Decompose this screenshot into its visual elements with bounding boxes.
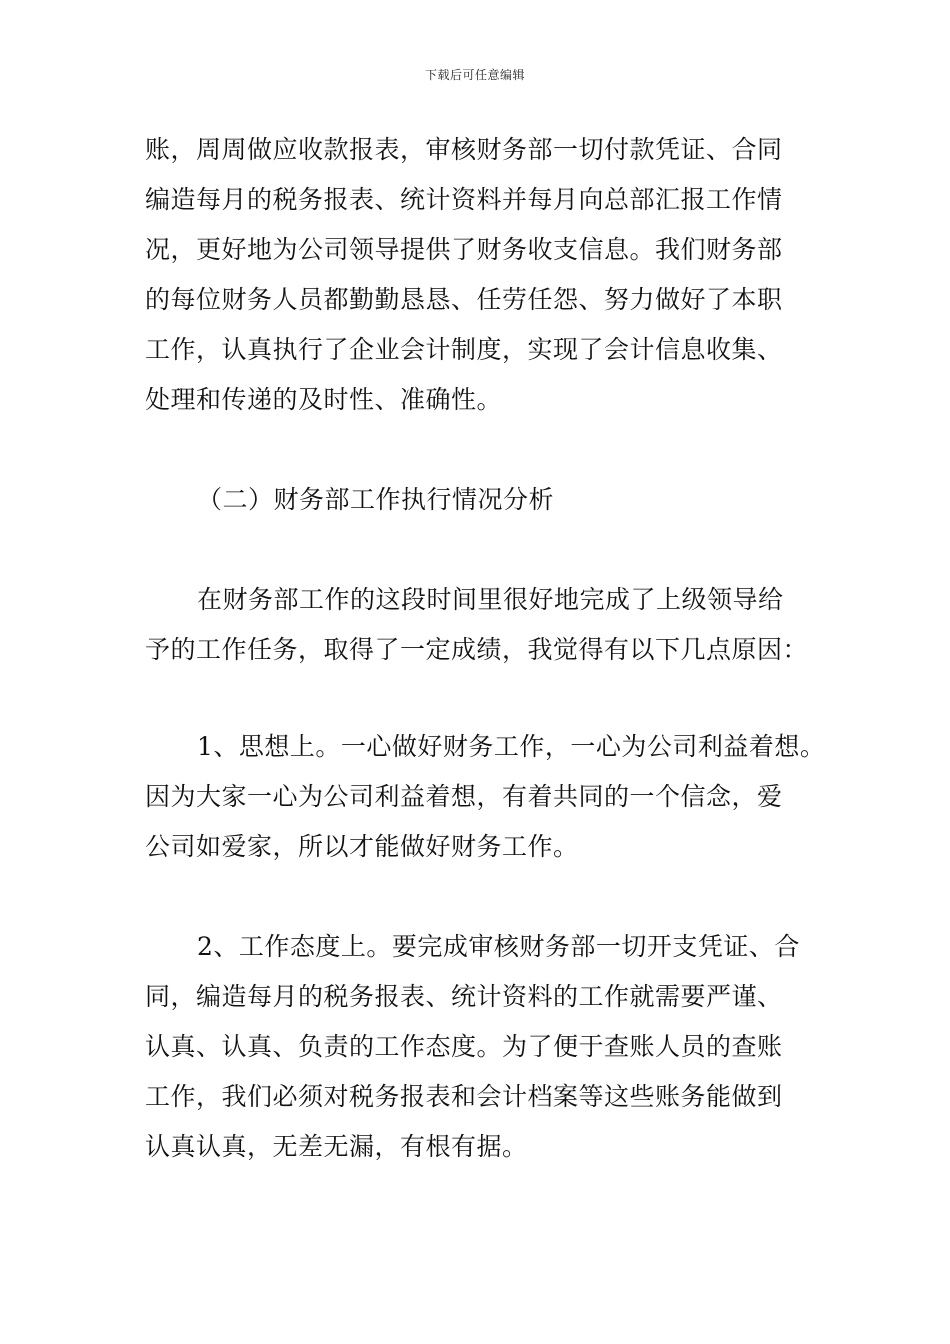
- text-line: 1、思想上。一心做好财务工作，一心为公司利益着想。: [197, 732, 826, 761]
- paragraph-point-2: [145, 922, 815, 1172]
- text-line: 因为大家一心为公司利益着想，有着共同的一个信念，爱: [145, 782, 783, 811]
- text-line: 账，周周做应收款报表，审核财务部一切付款凭证、合同: [145, 135, 783, 164]
- heading-text: （二）财务部工作执行情况分析: [197, 485, 555, 514]
- text-line: 的每位财务人员都勤勤恳恳、任劳任怨、努力做好了本职: [145, 285, 783, 314]
- paragraph-point-1: [145, 722, 826, 872]
- text-line: 2、工作态度上。要完成审核财务部一切开支凭证、合: [197, 932, 800, 961]
- paragraph-continued: [145, 125, 815, 425]
- text-line: 工作，我们必须对税务报表和会计档案等这些账务能做到: [145, 1082, 783, 1111]
- text-line: 公司如爱家，所以才能做好财务工作。: [145, 832, 579, 861]
- text-line: 况，更好地为公司领导提供了财务收支信息。我们财务部: [145, 235, 783, 264]
- text-line: 编造每月的税务报表、统计资料并每月向总部汇报工作情: [145, 185, 783, 214]
- text-line: 处理和传递的及时性、准确性。: [145, 385, 503, 414]
- text-line: 同，编造每月的税务报表、统计资料的工作就需要严谨、: [145, 982, 783, 1011]
- paragraph-intro: [145, 575, 815, 675]
- text-line: 工作，认真执行了企业会计制度，实现了会计信息收集、: [145, 335, 783, 364]
- text-line: 在财务部工作的这段时间里很好地完成了上级领导给: [197, 585, 784, 614]
- text-line: 认真认真，无差无漏，有根有据。: [145, 1132, 528, 1161]
- section-heading: [145, 475, 815, 525]
- text-line: 予的工作任务，取得了一定成绩，我觉得有以下几点原因：: [145, 635, 809, 664]
- page-header-note: 下载后可任意编辑: [424, 68, 525, 82]
- text-line: 认真、认真、负责的工作态度。为了便于查账人员的查账: [145, 1032, 783, 1061]
